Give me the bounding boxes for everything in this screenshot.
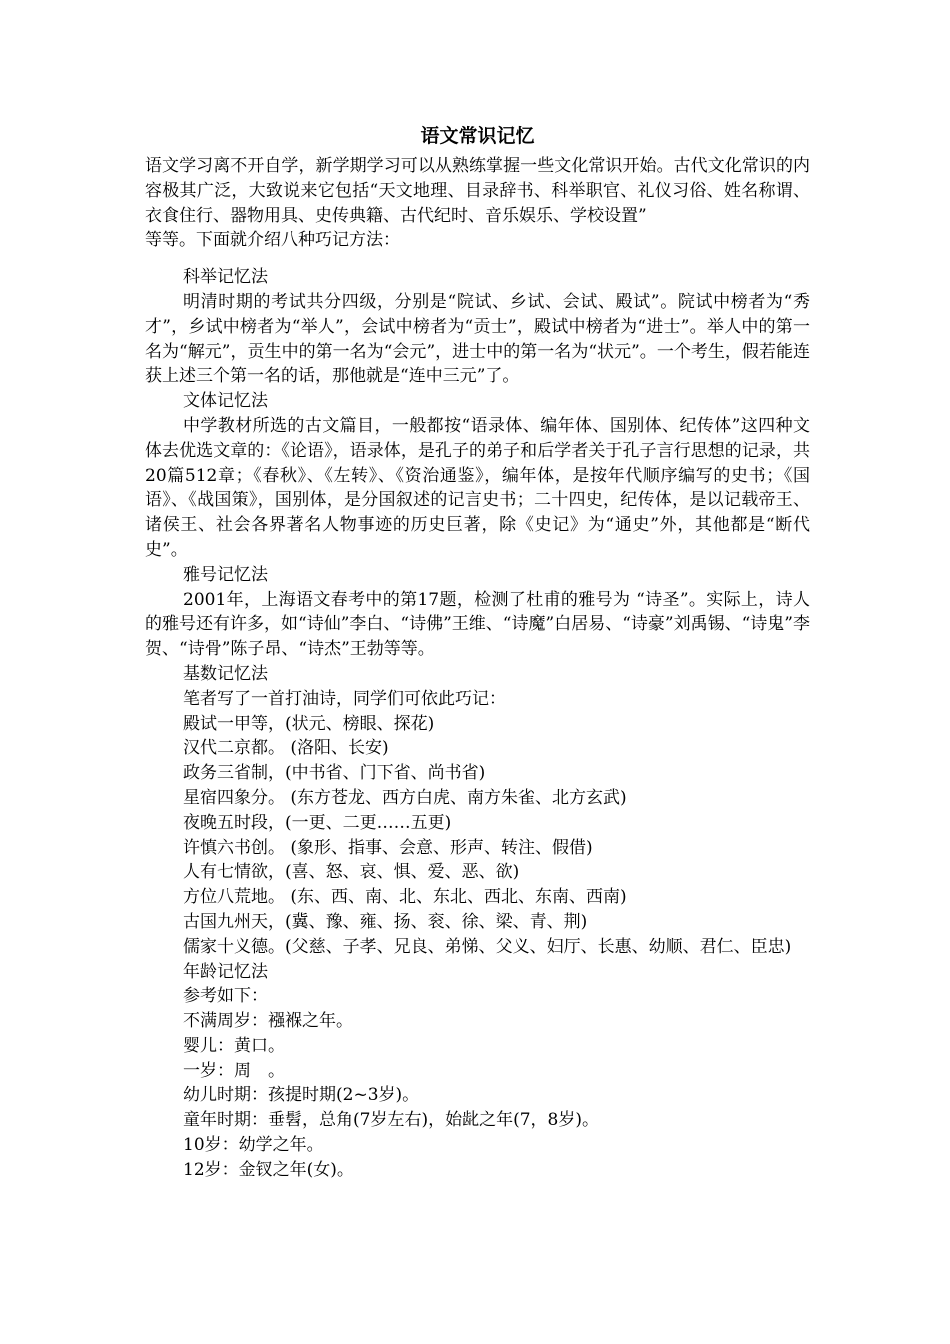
jishu-line: 殿试一甲等，(状元、榜眼、探花) <box>183 713 435 734</box>
nianling-line: 12岁：金钗之年(女)。 <box>183 1159 354 1180</box>
jishu-line: 人有七情欲，(喜、怒、哀、惧、爱、恶、欲) <box>183 862 520 883</box>
intro-paragraph: 语文学习离不开自学，新学期学习可以从熟练掌握一些文化常识开始。古代文化常识的内容极其广泛，大致说来它包括“天文地理、目录辞书、科举职官、礼仪习俗、姓名称谓、衣食住行、器物用具、史传典籍、古代纪时、音乐娱乐、学校设置” <box>145 156 810 226</box>
nianling-line: 参考如下： <box>183 986 268 1007</box>
jishu-line: 政务三省制，(中书省、门下省、尚书省) <box>183 763 486 784</box>
nianling-line: 婴儿：黄口。 <box>183 1035 285 1056</box>
document-title: 语文常识记忆 <box>420 125 535 147</box>
intro-continuation: 等等。下面就介绍八种巧记方法： <box>145 230 400 251</box>
section-heading-yahao: 雅号记忆法 <box>183 564 268 585</box>
section-heading-nianling: 年龄记忆法 <box>183 961 268 982</box>
nianling-line: 一岁：周 。 <box>183 1060 285 1081</box>
jishu-line: 笔者写了一首打油诗，同学们可依此巧记： <box>183 688 506 709</box>
section-body-keju: 明清时期的考试共分四级，分别是“院试、乡试、会试、殿试”。院试中榜者为“秀才”，乡试中榜者为“举人”，会试中榜者为“贡士”，殿试中榜者为“进士”。举人中的第一名为“解元”，贡生中的第一名为“会元”，进士中的第一名为“状元”。一个考生，假若能连获上述三个第一名的话，那他就是“连中三元”了。 <box>145 291 810 387</box>
nianling-line: 10岁：幼学之年。 <box>183 1135 324 1156</box>
jishu-line: 夜晚五时段，(一更、二更……五更) <box>183 812 452 833</box>
jishu-line: 方位八荒地。 (东、西、南、北、东北、西北、东南、西南) <box>183 887 627 908</box>
jishu-line: 星宿四象分。 (东方苍龙、西方白虎、南方朱雀、北方玄武) <box>183 787 627 808</box>
nianling-line: 童年时期：垂髫，总角(7岁左右)，始龀之年(7，8岁)。 <box>183 1110 599 1131</box>
jishu-line: 儒家十义德。(父慈、子孝、兄良、弟悌、父义、妇厅、长惠、幼顺、君仁、臣忠) <box>183 936 792 957</box>
section-heading-keju: 科举记忆法 <box>183 267 268 288</box>
section-heading-jishu: 基数记忆法 <box>183 663 268 684</box>
jishu-line: 汉代二京都。 (洛阳、长安) <box>183 738 389 759</box>
document-page <box>145 120 810 1183</box>
section-body-wenti: 中学教材所选的古文篇目，一般都按“语录体、编年体、国别体、纪传体”这四种文体去优选文章的：《论语》，语录体，是孔子的弟子和后学者关于孔子言行思想的记录，共20篇512章；《春秋》、《左转》、《资治通鉴》，编年体，是按年代顺序编写的史书；《国语》、《战国策》，国别体，是分国叙述的记言史书；二十四史，纪传体，是以记载帝王、诸侯王、社会各界著名人物事迹的历史巨著，除《史记》为“通史”外，其他都是“断代史”。 <box>145 415 810 560</box>
nianling-line: 幼儿时期：孩提时期(2~3岁)。 <box>183 1085 420 1106</box>
section-body-yahao: 2001年，上海语文春考中的第17题，检测了杜甫的雅号为 “诗圣”。实际上，诗人的雅号还有许多，如“诗仙”李白、“诗佛”王维、“诗魔”白居易、“诗豪”刘禹锡、“诗鬼”李贺、“诗骨”陈子昂、“诗杰”王勃等等。 <box>145 589 810 660</box>
jishu-line: 许慎六书创。 (象形、指事、会意、形声、转注、假借) <box>183 837 593 858</box>
nianling-line: 不满周岁：襁褓之年。 <box>183 1011 353 1032</box>
jishu-line: 古国九州天，(冀、豫、雍、扬、衮、徐、梁、青、荆) <box>183 911 588 932</box>
section-heading-wenti: 文体记忆法 <box>183 391 268 412</box>
